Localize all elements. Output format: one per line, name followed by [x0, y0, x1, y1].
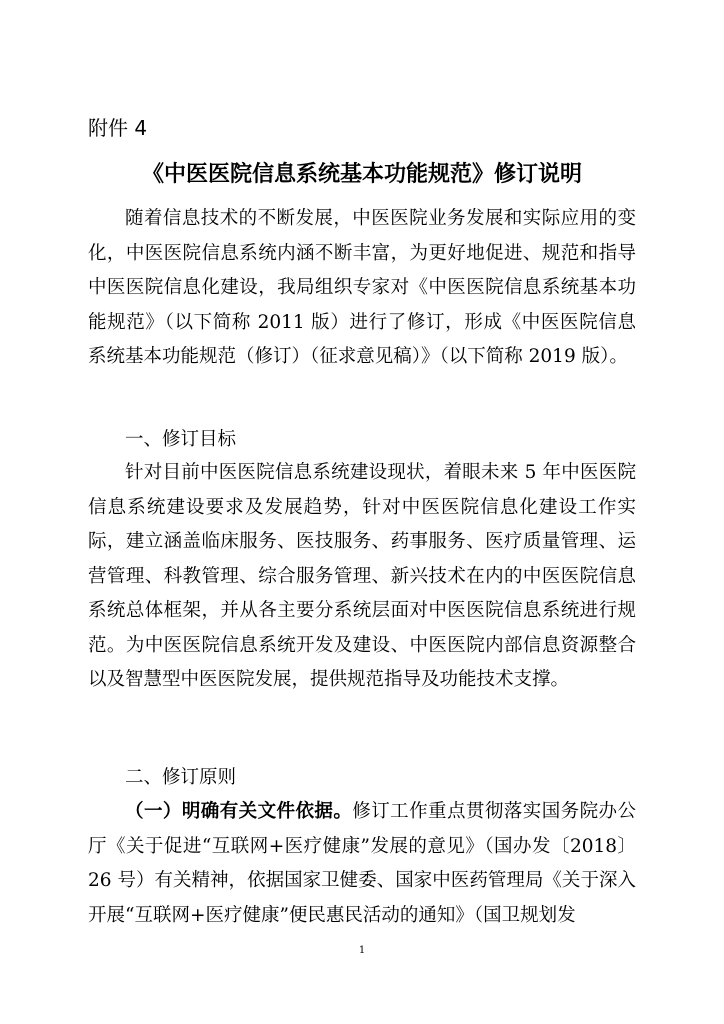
- document-title: 《中医医院信息系统基本功能规范》修订说明: [141, 162, 582, 187]
- intro-paragraph: 随着信息技术的不断发展，中医医院业务发展和实际应用的变化，中医医院信息系统内涵不断丰富，为更好地促进、规范和指导中医医院信息化建设，我局组织专家对《中医医院信息系统基本功能规范》（以下简称 2011 版）进行了修订，形成《中医医院信息系统基本功能规范（修订）（征求意见稿）》（以下简称 2019 版）。: [88, 208, 636, 367]
- section-heading-objectives: 一、修订目标: [125, 429, 237, 450]
- objectives-paragraph: 针对目前中医医院信息系统建设现状，着眼未来 5 年中医医院信息系统建设要求及发展趋势，针对中医医院信息化建设工作实际，建立涵盖临床服务、医技服务、药事服务、医疗质量管理、运营管理、科教管理、综合服务管理、新兴技术在内的中医医院信息系统总体框架，并从各主要分系统层面对中医医院信息系统进行规范。为中医医院信息系统开发及建设、中医医院内部信息资源整合以及智慧型中医医院发展，提供规范指导及功能技术支撑。: [88, 462, 636, 690]
- section-heading-principles: 二、修订原则: [125, 767, 237, 788]
- principles-item-1-lead: （一）明确有关文件依据。: [125, 801, 353, 822]
- principles-item-1: [88, 795, 636, 933]
- attachment-label: 附件 4: [88, 116, 148, 140]
- page-number: 1: [358, 945, 366, 956]
- principles-item-1-text: 修订工作重点贯彻落实国务院办公厅《关于促进“互联网+医疗健康”发展的意见》（国办发〔2018〕26 号）有关精神，依据国家卫健委、国家中医药管理局《关于深入开展“互联网+医疗健康”便民惠民活动的通知》（国卫规划发: [88, 801, 636, 926]
